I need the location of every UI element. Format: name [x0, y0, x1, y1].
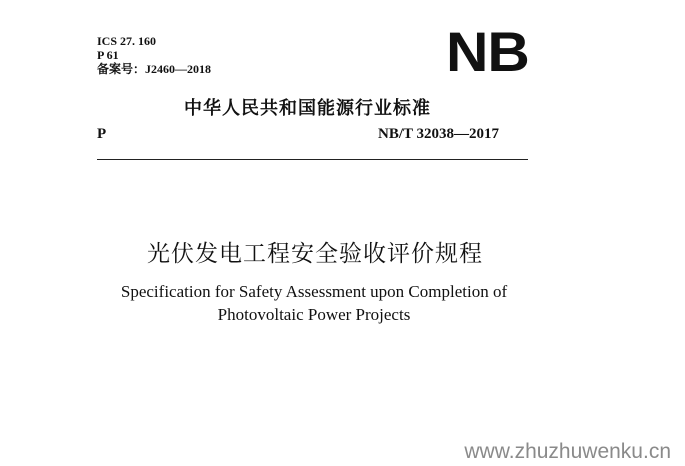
header-divider	[97, 159, 528, 160]
category-code: P	[97, 126, 107, 142]
industry-standard-heading: 中华人民共和国能源行业标准	[184, 98, 431, 119]
nb-logo: NB	[446, 20, 529, 83]
title-english-line-2: Photovoltaic Power Projects	[217, 305, 411, 324]
record-number: 备案号：J2460—2018	[97, 62, 212, 76]
ccs-code: P 61	[97, 48, 119, 62]
standard-number: NB/T 32038—2017	[378, 126, 499, 142]
title-english-line-1: Specification for Safety Assessment upon Completion of	[120, 282, 508, 301]
site-watermark: www.zhuzhuwenku.cn	[464, 440, 671, 463]
ics-code: ICS 27. 160	[97, 34, 157, 48]
classification-block	[97, 34, 211, 76]
title-chinese: 光伏发电工程安全验收评价规程	[147, 241, 483, 267]
